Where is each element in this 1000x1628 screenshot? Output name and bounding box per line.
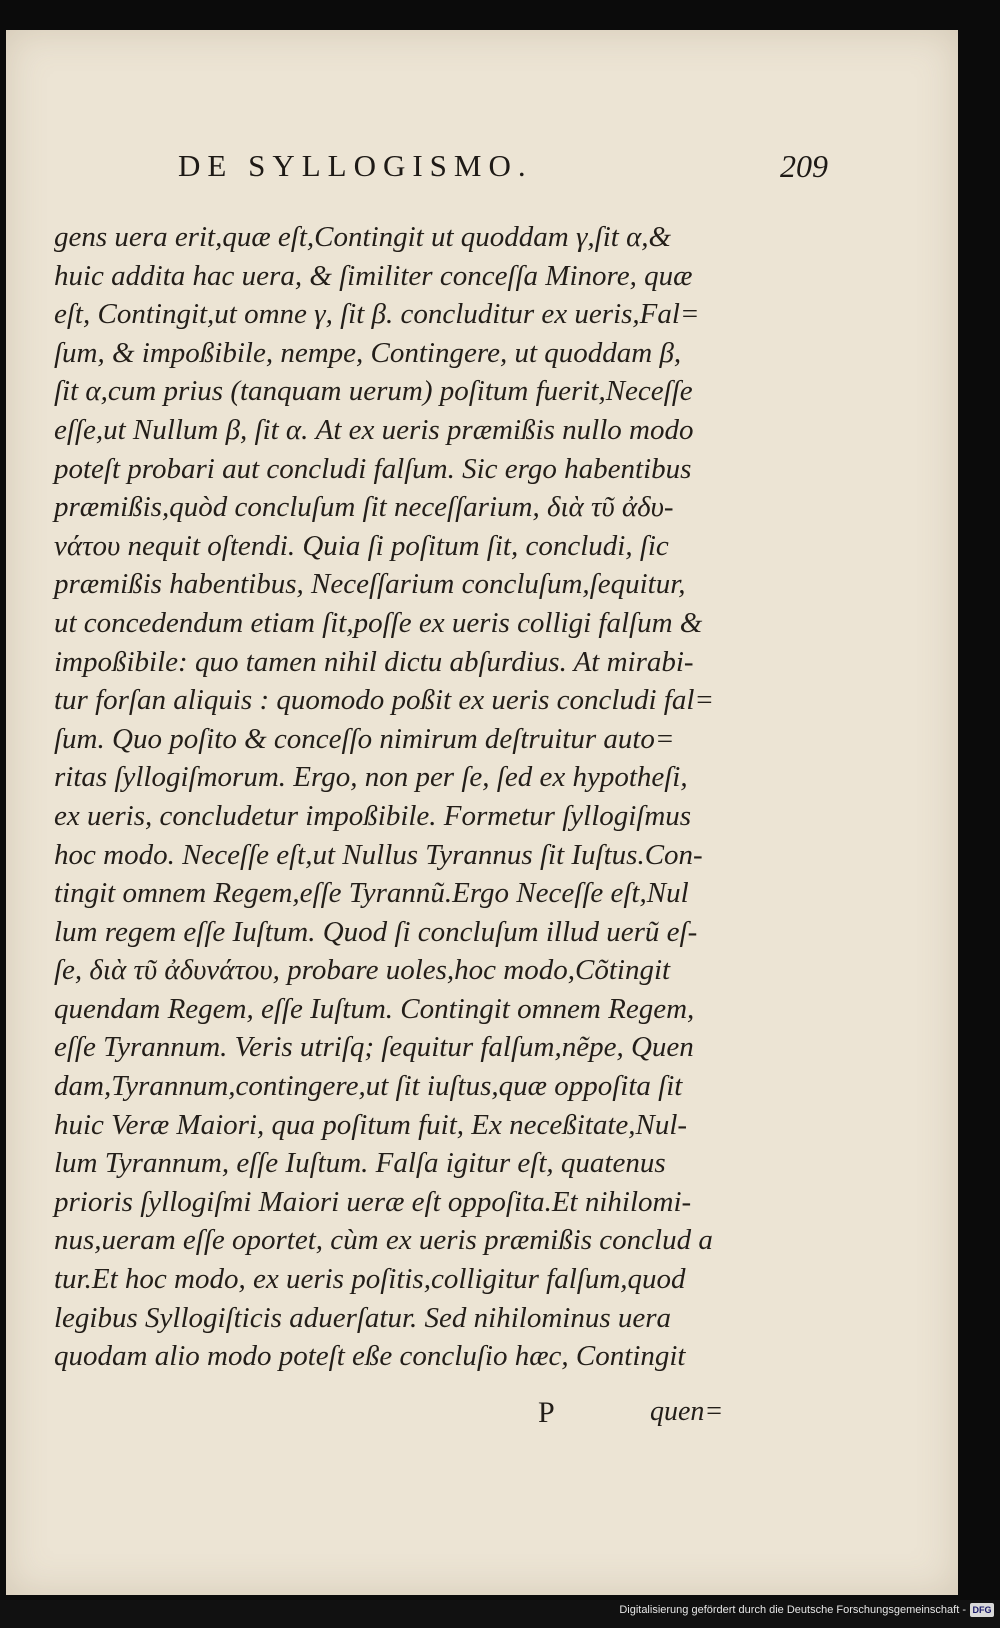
text-line: ſe, διὰ τῦ ἀδυνάτου, probare uoles,hoc modo,Cõtingit	[54, 954, 671, 987]
text-line: ut concedendum etiam ſit,poſſe ex ueris colligi falſum &	[54, 606, 703, 639]
text-line: νάτου nequit oſtendi. Quia ſi poſitum ſit, concludi, ſic	[54, 529, 669, 562]
text-line: hoc modo. Neceſſe eſt,ut Nullus Tyrannus ſit Iuſtus.Con-	[54, 838, 703, 871]
footer-strip	[0, 1600, 1000, 1628]
text-line: tur.Et hoc modo, ex ueris poſitis,colligitur falſum,quod	[54, 1263, 686, 1296]
text-line: quendam Regem, eſſe Iuſtum. Contingit omnem Regem,	[54, 992, 695, 1025]
text-line: ſum. Quo poſito & conceſſo nimirum deſtruitur auto=	[54, 722, 675, 755]
text-line: eſt, Contingit,ut omne γ, ſit β. concluditur ex ueris,Fal=	[54, 298, 700, 331]
text-line: lum Tyrannum, eſſe Iuſtum. Falſa igitur eſt, quatenus	[54, 1147, 666, 1180]
catchword: quen=	[650, 1396, 724, 1427]
text-line: huic addita hac uera, & ſimiliter conceſſa Minore, quæ	[54, 259, 693, 292]
text-line: tingit omnem Regem,eſſe Tyrannũ.Ergo Neceſſe eſt,Nul	[54, 877, 689, 910]
running-title: DE SYLLOGISMO.	[178, 148, 533, 183]
text-line: lum regem eſſe Iuſtum. Quod ſi concluſum illud uerũ eſ-	[54, 915, 698, 948]
page-number: 209	[780, 148, 828, 184]
text-line: huic Veræ Maiori, qua poſitum fuit, Ex neceßitate,Nul-	[54, 1108, 688, 1141]
text-line: eſſe,ut Nullum β, ſit α. At ex ueris præmißis nullo modo	[54, 413, 694, 446]
text-line: ex ueris, concludetur impoßibile. Formetur ſyllogiſmus	[54, 799, 692, 832]
scanned-page	[6, 30, 958, 1595]
dfg-logo: DFG	[970, 1603, 994, 1617]
funding-credit: Digitalisierung gefördert durch die Deutsche Forschungsgemeinschaft -	[619, 1604, 966, 1616]
text-line: nus,ueram eſſe oportet, cùm ex ueris præmißis conclud a	[54, 1224, 713, 1257]
text-line: legibus Syllogiſticis aduerſatur. Sed nihilominus uera	[54, 1301, 672, 1334]
text-line: quodam alio modo poteſt eße concluſio hæc, Contingit	[54, 1340, 686, 1373]
text-line: impoßibile: quo tamen nihil dictu abſurdius. At mirabi-	[54, 645, 694, 678]
signature-mark: P	[538, 1396, 555, 1429]
text-line: poteſt probari aut concludi falſum. Sic ergo habentibus	[54, 452, 692, 485]
text-line: eſſe Tyrannum. Veris utriſq; ſequitur falſum,nẽpe, Quen	[54, 1031, 694, 1064]
text-line: ritas ſyllogiſmorum. Ergo, non per ſe, ſed ex hypotheſi,	[54, 761, 688, 794]
text-line: ſum, & impoßibile, nempe, Contingere, ut quoddam β,	[54, 336, 682, 369]
text-line: ſit α,cum prius (tanquam uerum) poſitum fuerit,Neceſſe	[54, 375, 693, 408]
body-text	[54, 218, 774, 1376]
page-header	[178, 148, 828, 208]
text-line: dam,Tyrannum,contingere,ut ſit iuſtus,quæ oppoſita ſit	[54, 1070, 683, 1103]
text-line: præmißis,quòd concluſum ſit neceſſarium, διὰ τῦ ἀδυ-	[54, 491, 674, 524]
text-line: prioris ſyllogiſmi Maiori ueræ eſt oppoſita.Et nihilomi-	[54, 1185, 692, 1218]
text-line: præmißis habentibus, Neceſſarium concluſum,ſequitur,	[54, 568, 686, 601]
text-line: gens uera erit,quæ eſt,Contingit ut quoddam γ,ſit α,&	[54, 221, 672, 253]
text-line: tur forſan aliquis : quomodo poßit ex ueris concludi fal=	[54, 684, 714, 717]
